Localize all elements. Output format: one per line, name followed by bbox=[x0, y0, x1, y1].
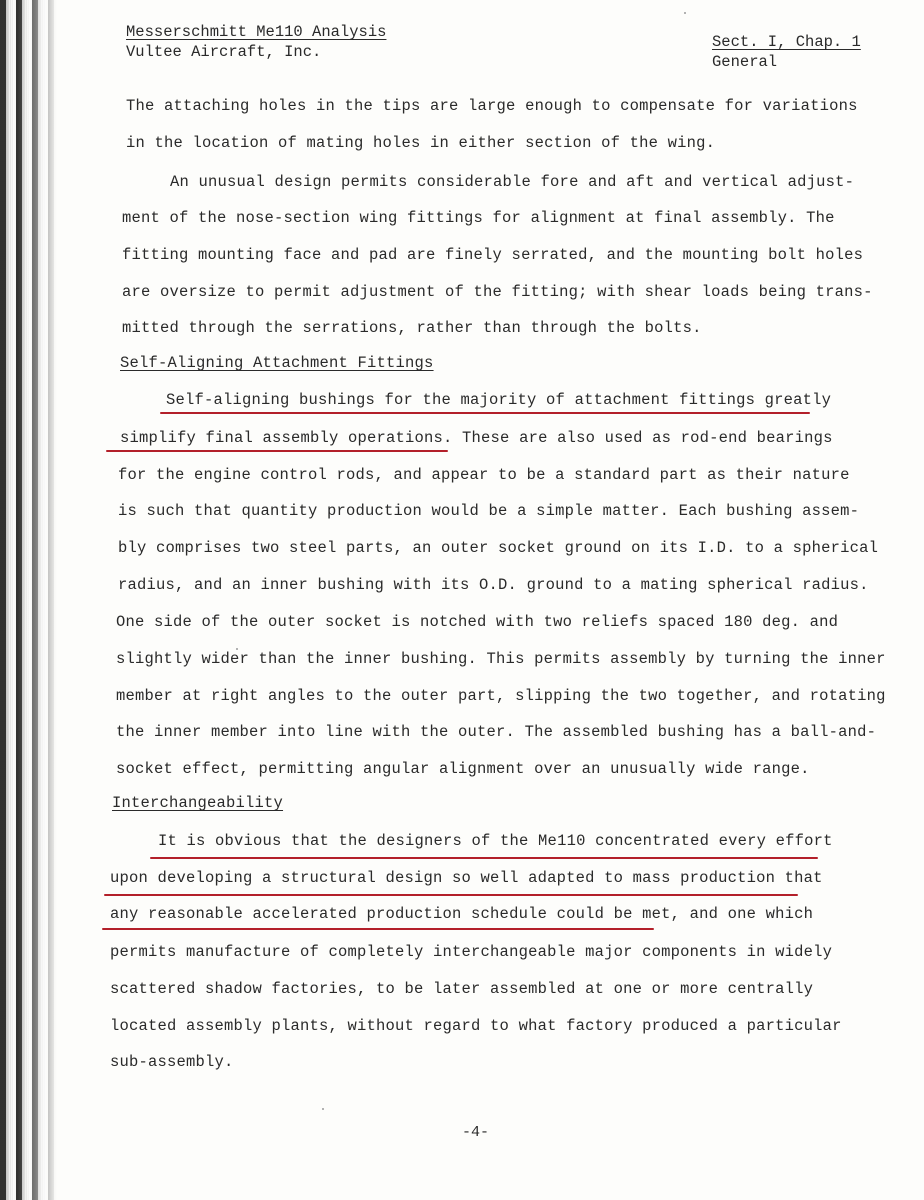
body-line: simplify final assembly operations. These are also used as rod-end bearings bbox=[120, 429, 833, 447]
body-line: ment of the nose-section wing fittings for alignment at final assembly. The bbox=[122, 209, 835, 227]
body-line: Self-aligning bushings for the majority of attachment fittings greatly bbox=[166, 391, 832, 409]
header-left bbox=[126, 22, 386, 62]
scan-speck bbox=[236, 648, 238, 650]
body-line: bly comprises two steel parts, an outer socket ground on its I.D. to a spherical bbox=[118, 539, 879, 557]
header-document-title: Messerschmitt Me110 Analysis bbox=[126, 23, 387, 41]
page-number: -4- bbox=[462, 1124, 490, 1141]
section-heading-self-aligning: Self-Aligning Attachment Fittings bbox=[120, 354, 434, 372]
body-line: slightly wider than the inner bushing. This permits assembly by turning the inner bbox=[116, 650, 886, 668]
annotation-underline bbox=[160, 412, 810, 414]
body-line: any reasonable accelerated production schedule could be met, and one which bbox=[110, 905, 814, 923]
body-line: fitting mounting face and pad are finely serrated, and the mounting bolt holes bbox=[122, 246, 864, 264]
body-line: member at right angles to the outer part, slipping the two together, and rotating bbox=[116, 687, 886, 705]
scan-speck bbox=[684, 12, 686, 14]
annotation-underline bbox=[150, 857, 818, 859]
body-line: for the engine control rods, and appear to be a standard part as their nature bbox=[118, 466, 850, 484]
body-line: in the location of mating holes in either section of the wing. bbox=[126, 134, 716, 152]
section-heading-interchangeability: Interchangeability bbox=[112, 794, 284, 812]
header-right bbox=[712, 32, 861, 72]
body-line: the inner member into line with the outer. The assembled bushing has a ball-and- bbox=[116, 723, 877, 741]
body-line: permits manufacture of completely interchangeable major components in widely bbox=[110, 943, 833, 961]
body-line: One side of the outer socket is notched with two reliefs spaced 180 deg. and bbox=[116, 613, 839, 631]
header-company: Vultee Aircraft, Inc. bbox=[126, 43, 322, 61]
annotation-underline bbox=[102, 928, 654, 930]
body-line: upon developing a structural design so well adapted to mass production that bbox=[110, 869, 823, 887]
body-line: An unusual design permits considerable fore and aft and vertical adjust- bbox=[170, 173, 855, 191]
scan-edge-shade bbox=[0, 0, 58, 1200]
body-line: It is obvious that the designers of the Me110 concentrated every effort bbox=[158, 832, 833, 850]
body-line: radius, and an inner bushing with its O.D. ground to a mating spherical radius. bbox=[118, 576, 869, 594]
body-line: located assembly plants, without regard to what factory produced a particular bbox=[110, 1017, 842, 1035]
body-line: sub-assembly. bbox=[110, 1053, 234, 1071]
scan-speck bbox=[322, 1108, 324, 1110]
header-chapter-name: General bbox=[712, 53, 778, 71]
header-section: Sect. I, Chap. 1 bbox=[712, 33, 861, 51]
body-line: are oversize to permit adjustment of the fitting; with shear loads being trans- bbox=[122, 283, 873, 301]
annotation-underline bbox=[106, 450, 448, 452]
body-line: scattered shadow factories, to be later assembled at one or more centrally bbox=[110, 980, 814, 998]
body-line: mitted through the serrations, rather than through the bolts. bbox=[122, 319, 702, 337]
body-line: is such that quantity production would be a simple matter. Each bushing assem- bbox=[118, 502, 860, 520]
body-line: The attaching holes in the tips are large enough to compensate for variations bbox=[126, 97, 858, 115]
body-line: socket effect, permitting angular alignment over an unusually wide range. bbox=[116, 760, 810, 778]
annotation-underline bbox=[104, 894, 798, 896]
